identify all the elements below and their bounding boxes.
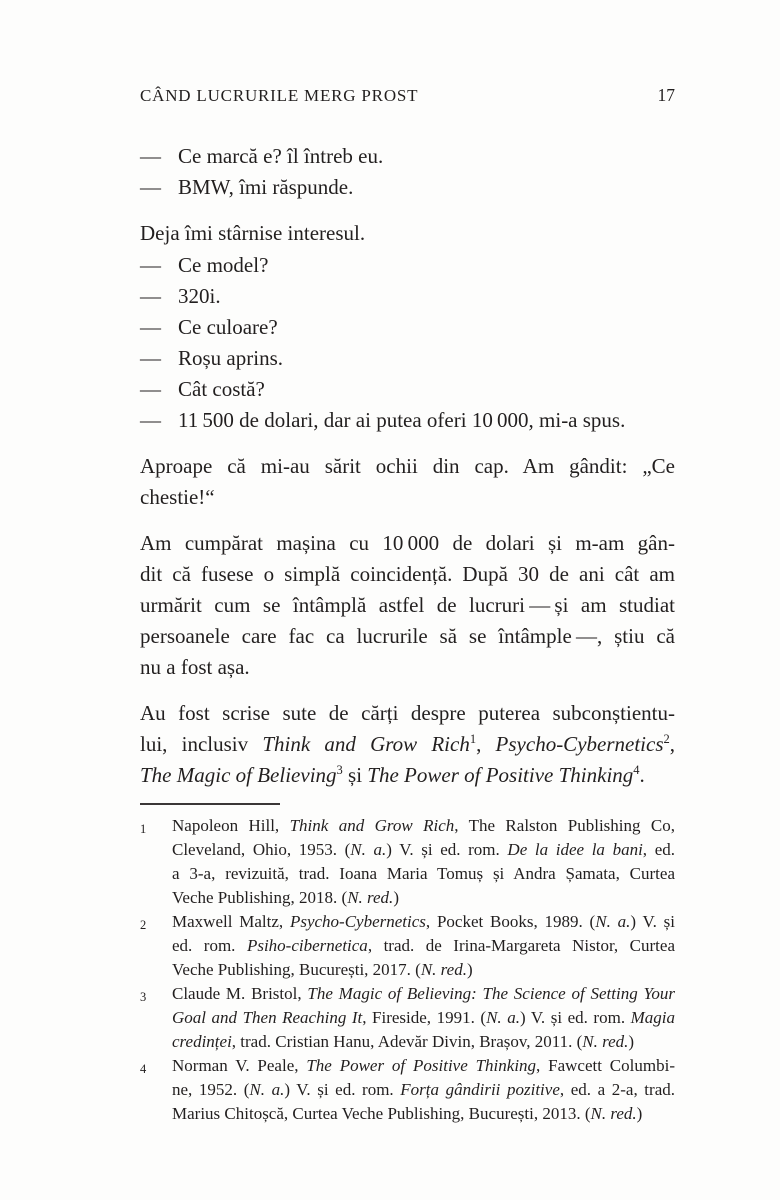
dialogue-block: [140, 141, 675, 203]
dialogue-text: Cât costă?: [178, 377, 265, 401]
footnote-separator: [140, 803, 280, 805]
running-header: [140, 84, 675, 107]
text-segment: , ed. a 2-a, trad.: [559, 1080, 675, 1099]
footnote-ref: 3: [336, 763, 343, 777]
text-line: [140, 760, 675, 791]
em-dash: —: [140, 144, 161, 168]
italic-text: N. a.: [350, 840, 387, 859]
text-line: [140, 698, 675, 729]
dialogue-text: Roșu aprins.: [178, 346, 283, 370]
footnote: [140, 982, 675, 1054]
text-segment: ) V. și ed. rom.: [519, 1008, 631, 1027]
footnote-list: [140, 814, 675, 1126]
italic-text: Psycho-Cybernetics: [289, 912, 426, 931]
text-segment: ): [393, 888, 399, 907]
footnote-area: [140, 803, 675, 1126]
em-dash: —: [140, 175, 161, 199]
text-line: [140, 451, 675, 482]
italic-text: Think and Grow Rich: [262, 732, 470, 756]
dialogue-line: [140, 374, 675, 405]
italic-text: Psycho-Cybernetics: [495, 732, 664, 756]
text-segment: Maxwell Maltz,: [172, 912, 290, 931]
text-segment: .: [639, 763, 645, 787]
footnote: [140, 1054, 675, 1126]
text-segment: Napoleon Hill,: [172, 816, 290, 835]
dialogue-text: BMW, îmi răspunde.: [178, 175, 354, 199]
text-segment: , trad. Cristian Hanu, Adevăr Divin, Brașov, 2011. (: [231, 1032, 583, 1051]
text-line: [140, 621, 675, 652]
text-line: [140, 729, 675, 760]
text-segment: Cleveland, Ohio, 1953. (: [172, 840, 351, 859]
text-column: [140, 84, 675, 1126]
em-dash: —: [140, 284, 161, 308]
italic-text: The Magic of Believing: [140, 763, 337, 787]
dialogue-text: 11 500 de dolari, dar ai putea oferi 10 000, mi-a spus.: [178, 408, 626, 432]
footnote-number: 2: [140, 918, 147, 932]
text-segment: , Fawcett Columbi-: [536, 1056, 675, 1075]
text-line: [172, 838, 675, 862]
text-segment: , The Ralston Publishing Co,: [454, 816, 675, 835]
text-segment: ): [628, 1032, 635, 1051]
text-line: [172, 814, 675, 838]
footnote: [140, 910, 675, 982]
italic-text: Goal and Then Reaching It: [172, 1008, 363, 1027]
text-line: [140, 652, 675, 683]
text-line: [172, 934, 675, 958]
footnote-text: [172, 910, 675, 982]
italic-text: De la idee la bani: [507, 840, 643, 859]
dialogue-line: [140, 405, 675, 436]
paragraph: [140, 218, 675, 249]
italic-text: N. a.: [486, 1008, 520, 1027]
text-line: [172, 1006, 675, 1030]
italic-text: The Magic of Believing: The Science of Setting Your: [307, 984, 676, 1003]
dialogue-text: 320i.: [178, 284, 221, 308]
italic-text: N. red.: [347, 888, 394, 907]
text-line: [172, 1102, 675, 1126]
paragraph: [140, 528, 675, 683]
text-line: [172, 1078, 675, 1102]
footnote-number: 1: [140, 822, 147, 836]
text-segment: Am cumpărat mașina cu 10 000 de dolari și m-am gân-: [140, 531, 675, 555]
text-line: [140, 218, 675, 249]
text-segment: Marius Chitoșcă, Curtea Veche Publishing, București, 2013. (: [172, 1104, 591, 1123]
italic-text: N. a.: [249, 1080, 285, 1099]
italic-text: The Power of Positive Thinking: [306, 1056, 537, 1075]
text-segment: ) V. și: [630, 912, 676, 931]
text-line: [140, 559, 675, 590]
footnote-number: 4: [140, 1062, 147, 1076]
text-segment: , Fireside, 1991. (: [362, 1008, 487, 1027]
em-dash: —: [140, 253, 161, 277]
text-line: [172, 910, 675, 934]
italic-text: Magia: [630, 1008, 676, 1027]
italic-text: Forța gândirii pozitive: [400, 1080, 560, 1099]
italic-text: Psiho-cibernetica: [246, 936, 368, 955]
italic-text: N. red.: [582, 1032, 629, 1051]
text-segment: ): [466, 960, 473, 979]
text-segment: chestie!“: [140, 485, 215, 509]
footnote-ref: 1: [469, 732, 477, 746]
text-line: [140, 590, 675, 621]
text-segment: ,: [476, 732, 496, 756]
text-segment: ): [636, 1104, 643, 1123]
text-segment: ) V. și ed. rom.: [284, 1080, 401, 1099]
text-segment: persoanele care fac ca lucrurile să se întâmple —, știu că: [140, 624, 675, 648]
italic-text: The Power of Positive Thinking: [367, 763, 634, 787]
italic-text: N. red.: [590, 1104, 637, 1123]
chapter-title: CÂND LUCRURILE MERG PROST: [140, 86, 419, 105]
text-segment: Norman V. Peale,: [172, 1056, 307, 1075]
em-dash: —: [140, 408, 161, 432]
footnote-number: 3: [140, 990, 147, 1004]
paragraph: [140, 451, 675, 513]
text-line: [172, 982, 675, 1006]
text-segment: și: [342, 763, 368, 787]
footnote-text: [172, 982, 675, 1054]
dialogue-text: Ce culoare?: [178, 315, 278, 339]
em-dash: —: [140, 315, 161, 339]
text-line: [172, 958, 675, 982]
text-segment: dit că fusese o simplă coincidență. După 30 de ani cât am: [140, 562, 675, 586]
text-segment: ed. rom.: [172, 936, 247, 955]
dialogue-line: [140, 312, 675, 343]
text-line: [172, 1054, 675, 1078]
page-number: 17: [657, 85, 675, 105]
footnote: [140, 814, 675, 910]
dialogue-block: [140, 250, 675, 436]
text-segment: Au fost scrise sute de cărți despre puterea subconștientu-: [140, 701, 675, 725]
dialogue-text: Ce marcă e? îl întreb eu.: [178, 144, 384, 168]
footnote-text: [172, 814, 675, 910]
text-line: [172, 1030, 675, 1054]
text-segment: Veche Publishing, 2018. (: [172, 888, 348, 907]
text-segment: , trad. de Irina-Margareta Nistor, Curtea: [367, 936, 675, 955]
text-line: [172, 862, 675, 886]
text-segment: , ed.: [642, 840, 675, 859]
em-dash: —: [140, 346, 161, 370]
text-segment: , Pocket Books, 1989. (: [425, 912, 596, 931]
dialogue-line: [140, 281, 675, 312]
em-dash: —: [140, 377, 161, 401]
text-segment: urmărit cum se întâmplă astfel de lucruri — și am studiat: [140, 593, 675, 617]
footnote-ref: 4: [633, 763, 640, 777]
text-segment: lui, inclusiv: [140, 732, 263, 756]
text-segment: Aproape că mi-au sărit ochii din cap. Am gândit: „Ce: [140, 454, 675, 478]
text-segment: ne, 1952. (: [172, 1080, 250, 1099]
dialogue-line: [140, 141, 675, 172]
text-line: [172, 886, 675, 910]
text-line: [140, 482, 675, 513]
dialogue-line: [140, 172, 675, 203]
page-content: [140, 141, 675, 791]
italic-text: credinței: [172, 1032, 232, 1051]
text-segment: ) V. și ed. rom.: [386, 840, 508, 859]
text-segment: ,: [669, 732, 675, 756]
italic-text: N. red.: [420, 960, 467, 979]
italic-text: N. a.: [595, 912, 631, 931]
text-segment: Veche Publishing, București, 2017. (: [172, 960, 421, 979]
text-line: [140, 528, 675, 559]
text-segment: a 3-a, revizuită, trad. Ioana Maria Tomuș și Andra Șamata, Curtea: [172, 864, 675, 883]
footnote-ref: 2: [663, 732, 670, 746]
text-segment: nu a fost așa.: [140, 655, 250, 679]
italic-text: Think and Grow Rich: [289, 816, 455, 835]
text-segment: Claude M. Bristol,: [172, 984, 308, 1003]
dialogue-line: [140, 343, 675, 374]
paragraph: [140, 698, 675, 791]
footnote-text: [172, 1054, 675, 1126]
dialogue-line: [140, 250, 675, 281]
dialogue-text: Ce model?: [178, 253, 269, 277]
text-segment: Deja îmi stârnise interesul.: [140, 221, 366, 245]
